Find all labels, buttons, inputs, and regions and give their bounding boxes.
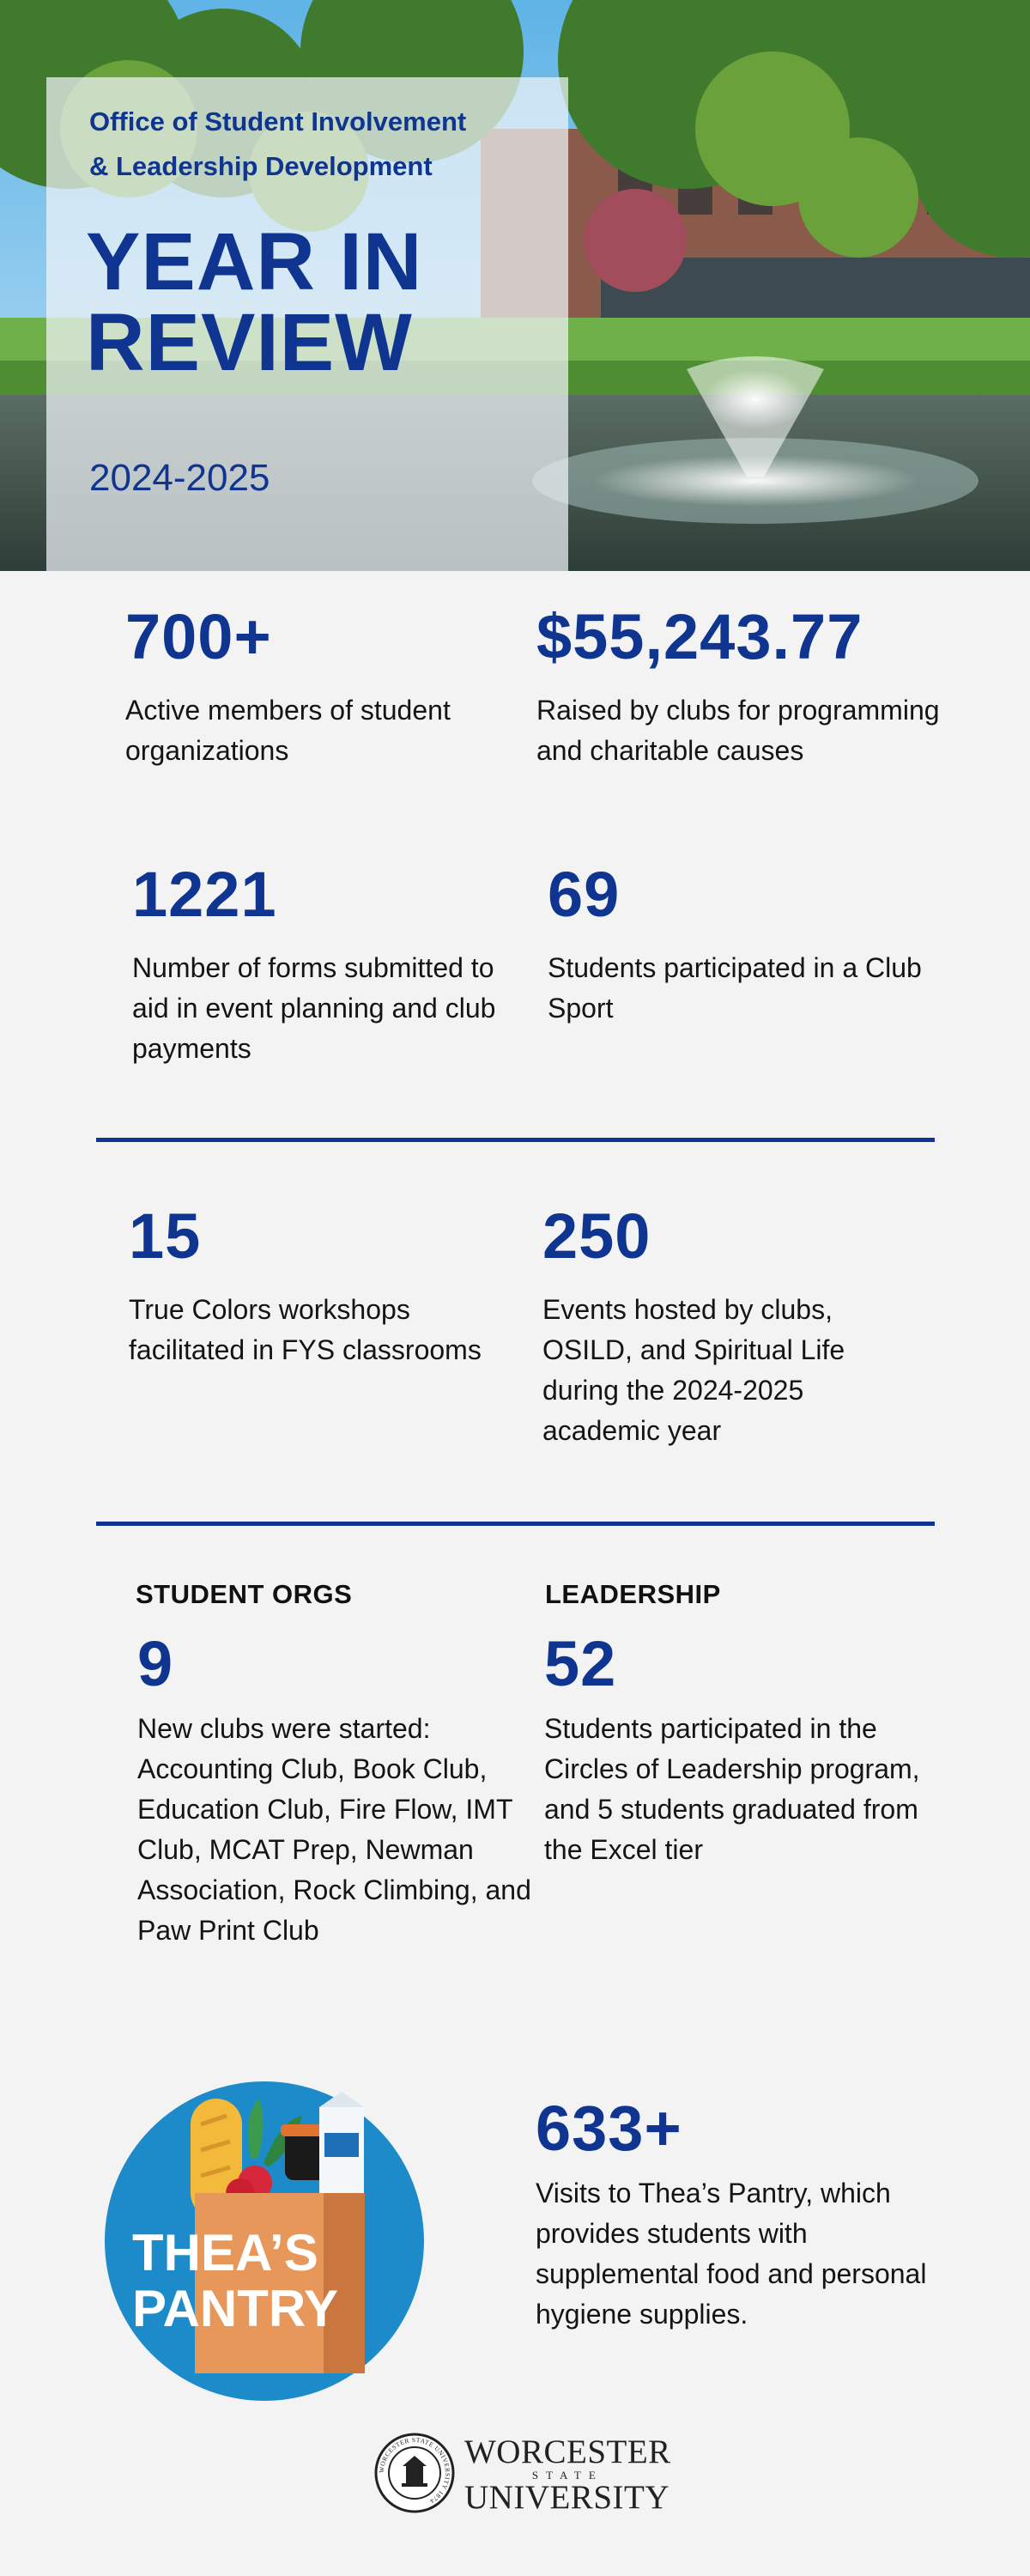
stat-value: 9 <box>137 1628 174 1699</box>
stat-value: 52 <box>544 1628 617 1699</box>
section-divider <box>96 1522 935 1526</box>
stat-description: Visits to Thea’s Pantry, which provides students with supplemental food and personal hygiene supplies. <box>536 2178 927 2330</box>
theas-pantry-logo <box>105 2081 424 2401</box>
stat-description: New clubs were started: Accounting Club, Book Club, Education Club, Fire Flow, IMT Club, MCAT Prep, Newman Association, Rock Climbing, and Paw Print Club <box>137 1713 531 1946</box>
stat-value: 15 <box>129 1200 202 1272</box>
stat-value: $55,243.77 <box>536 601 863 672</box>
stat-forms-submitted <box>132 859 527 1069</box>
stat-description: Students participated in the Circles of Leadership program, and 5 students graduated from the Excel tier <box>544 1713 920 1865</box>
office-name-line2: & Leadership Development <box>89 151 433 181</box>
section-divider <box>96 1138 935 1142</box>
university-wordmark <box>464 2435 671 2514</box>
stat-description: Active members of student organizations <box>125 695 451 766</box>
stat-value: 633+ <box>536 2093 682 2164</box>
stat-description: Students participated in a Club Sport <box>548 952 922 1024</box>
office-name-line1: Office of Student Involvement <box>89 106 467 137</box>
seal-text: WORCESTER STATE UNIVERSITY 1874 <box>377 2435 452 2506</box>
stat-value: 250 <box>542 1200 651 1272</box>
wordmark-line1: WORCESTER <box>464 2433 671 2470</box>
office-name <box>89 100 570 189</box>
wordmark-line2: STATE <box>531 2469 603 2482</box>
stat-value: 700+ <box>125 601 272 672</box>
page-title <box>86 216 423 388</box>
stat-description: Events hosted by clubs, OSILD, and Spiritual Life during the 2024-2025 academic year <box>542 1294 845 1446</box>
stat-pantry-visits <box>536 2093 956 2335</box>
student-orgs-heading: STUDENT ORGS <box>136 1579 353 1609</box>
leadership-heading: LEADERSHIP <box>545 1579 721 1609</box>
stat-workshops <box>129 1200 506 1370</box>
stat-active-members <box>125 601 520 771</box>
stat-description: Raised by clubs for programming and charitable causes <box>536 695 940 766</box>
pantry-bag-icon <box>105 2081 424 2401</box>
academic-year: 2024-2025 <box>89 457 270 499</box>
stat-funds-raised <box>536 601 940 771</box>
stat-leadership <box>544 1628 935 1870</box>
hero-banner <box>0 0 1030 571</box>
page-title-line2: REVIEW <box>86 297 413 388</box>
stat-description: True Colors workshops facilitated in FYS classrooms <box>129 1294 482 1365</box>
stat-value: 1221 <box>132 859 277 930</box>
stat-club-sport <box>548 859 925 1029</box>
stat-events <box>542 1200 920 1451</box>
pantry-logo-line2: PANTRY <box>132 2280 338 2337</box>
page-title-line1: YEAR IN <box>86 216 423 307</box>
wordmark-line3: UNIVERSITY <box>464 2479 670 2516</box>
pantry-logo-line1: THEA’S <box>132 2224 318 2281</box>
stat-description: Number of forms submitted to aid in event planning and club payments <box>132 952 496 1064</box>
university-seal-icon <box>373 2432 456 2514</box>
stat-new-clubs <box>137 1628 532 1951</box>
stat-value: 69 <box>548 859 621 930</box>
university-logo <box>373 2430 671 2516</box>
